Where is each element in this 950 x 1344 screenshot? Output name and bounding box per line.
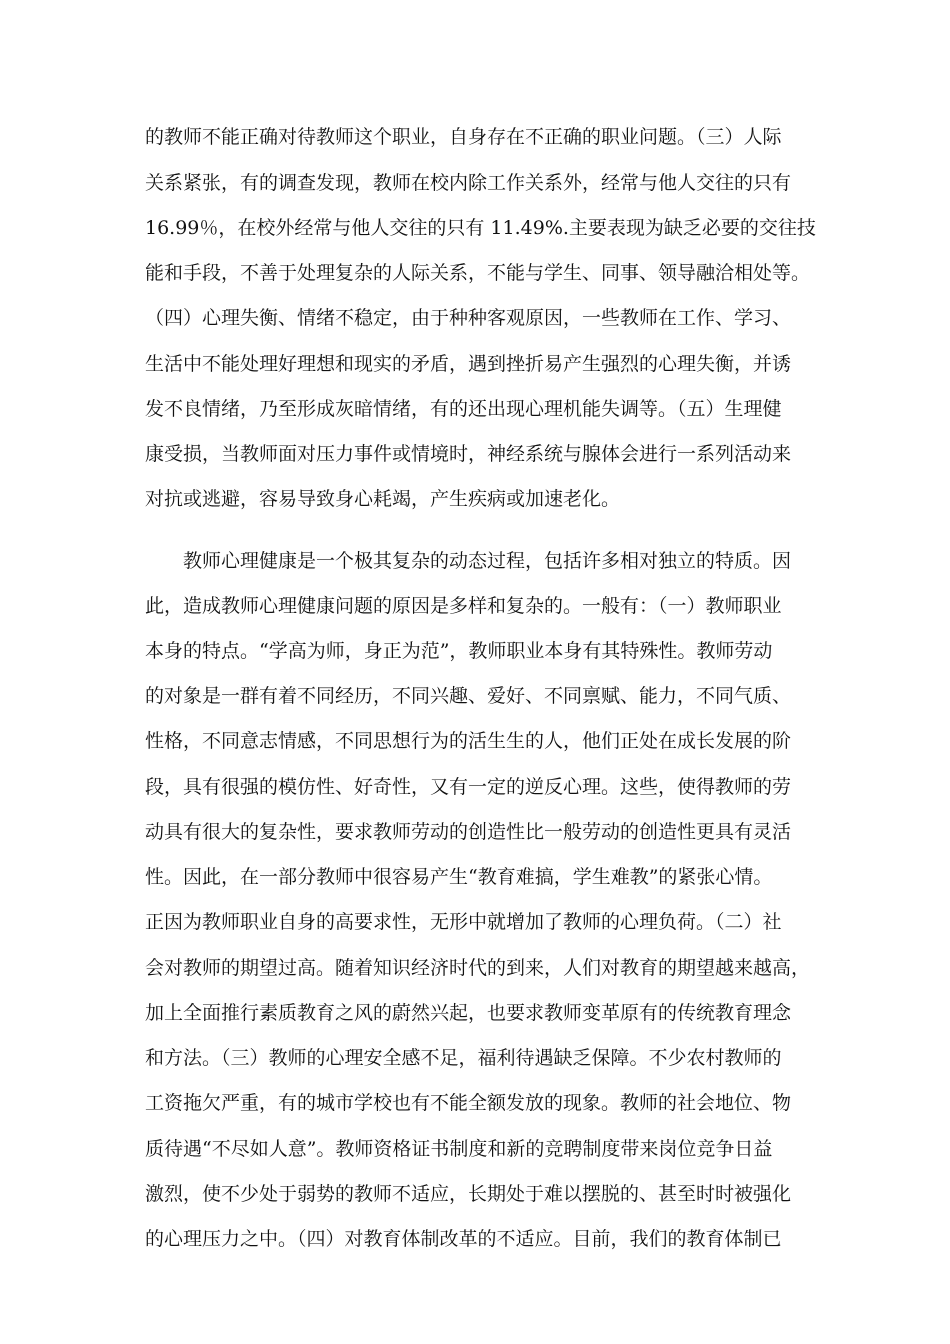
text-line: 激烈，使不少处于弱势的教师不适应，长期处于难以摆脱的、甚至时时被强化: [145, 1183, 792, 1205]
text-line: 此，造成教师心理健康问题的原因是多样和复杂的。一般有：（一）教师职业: [145, 595, 782, 617]
text-line: 的心理压力之中。（四）对教育体制改革的不适应。目前，我们的教育体制已: [145, 1228, 782, 1250]
text-line: 加上全面推行素质教育之风的蔚然兴起，也要求教师变革原有的传统教育理念: [145, 1002, 792, 1024]
text-line: 和方法。（三）教师的心理安全感不足，福利待遇缺乏保障。不少农村教师的: [145, 1047, 782, 1069]
text-line: 教师心理健康是一个极其复杂的动态过程，包括许多相对独立的特质。因: [183, 550, 792, 572]
text-line: 对抗或逃避，容易导致身心耗竭，产生疾病或加速老化。: [145, 488, 621, 510]
text-line: 关系紧张，有的调查发现，教师在校内除工作关系外，经常与他人交往的只有: [145, 172, 792, 194]
text-line: 生活中不能处理好理想和现实的矛盾，遇到挫折易产生强烈的心理失衡，并诱: [145, 353, 792, 375]
text-line: 段，具有很强的模仿性、好奇性，又有一定的逆反心理。这些，使得教师的劳: [145, 776, 792, 798]
text-line: 正因为教师职业自身的高要求性，无形中就增加了教师的心理负荷。（二）社: [145, 911, 782, 933]
text-line: 质待遇“不尽如人意”。教师资格证书制度和新的竞聘制度带来岗位竞争日益: [145, 1138, 773, 1160]
text-line: 动具有很大的复杂性，要求教师劳动的创造性比一般劳动的创造性更具有灵活: [145, 821, 792, 843]
text-line: 的教师不能正确对待教师这个职业，自身存在不正确的职业问题。（三）人际: [145, 126, 782, 148]
text-line: 会对教师的期望过高。随着知识经济时代的到来，人们对教育的期望越来越高，: [145, 957, 811, 979]
text-line: 16.99％，在校外经常与他人交往的只有 11.49%.主要表现为缺乏必要的交往技: [145, 217, 816, 239]
text-line: 性。因此，在一部分教师中很容易产生“教育难搞，学生难教”的紧张心情。: [145, 866, 773, 888]
text-line: （四）心理失衡、情绪不稳定，由于种种客观原因，一些教师在工作、学习、: [145, 307, 792, 329]
text-line: 工资拖欠严重，有的城市学校也有不能全额发放的现象。教师的社会地位、物: [145, 1092, 792, 1114]
text-line: 的对象是一群有着不同经历，不同兴趣、爱好、不同禀赋、能力，不同气质、: [145, 685, 792, 707]
text-line: 发不良情绪，乃至形成灰暗情绪，有的还出现心理机能失调等。（五）生理健: [145, 398, 782, 420]
text-line: 本身的特点。“学高为师，身正为范”，教师职业本身有其特殊性。教师劳动: [145, 640, 773, 662]
text-line: 康受损，当教师面对压力事件或情境时，神经系统与腺体会进行一系列活动来: [145, 443, 792, 465]
text-line: 性格，不同意志情感，不同思想行为的活生生的人，他们正处在成长发展的阶: [145, 730, 792, 752]
text-line: 能和手段，不善于处理复杂的人际关系，不能与学生、同事、领导融洽相处等。: [145, 262, 811, 284]
